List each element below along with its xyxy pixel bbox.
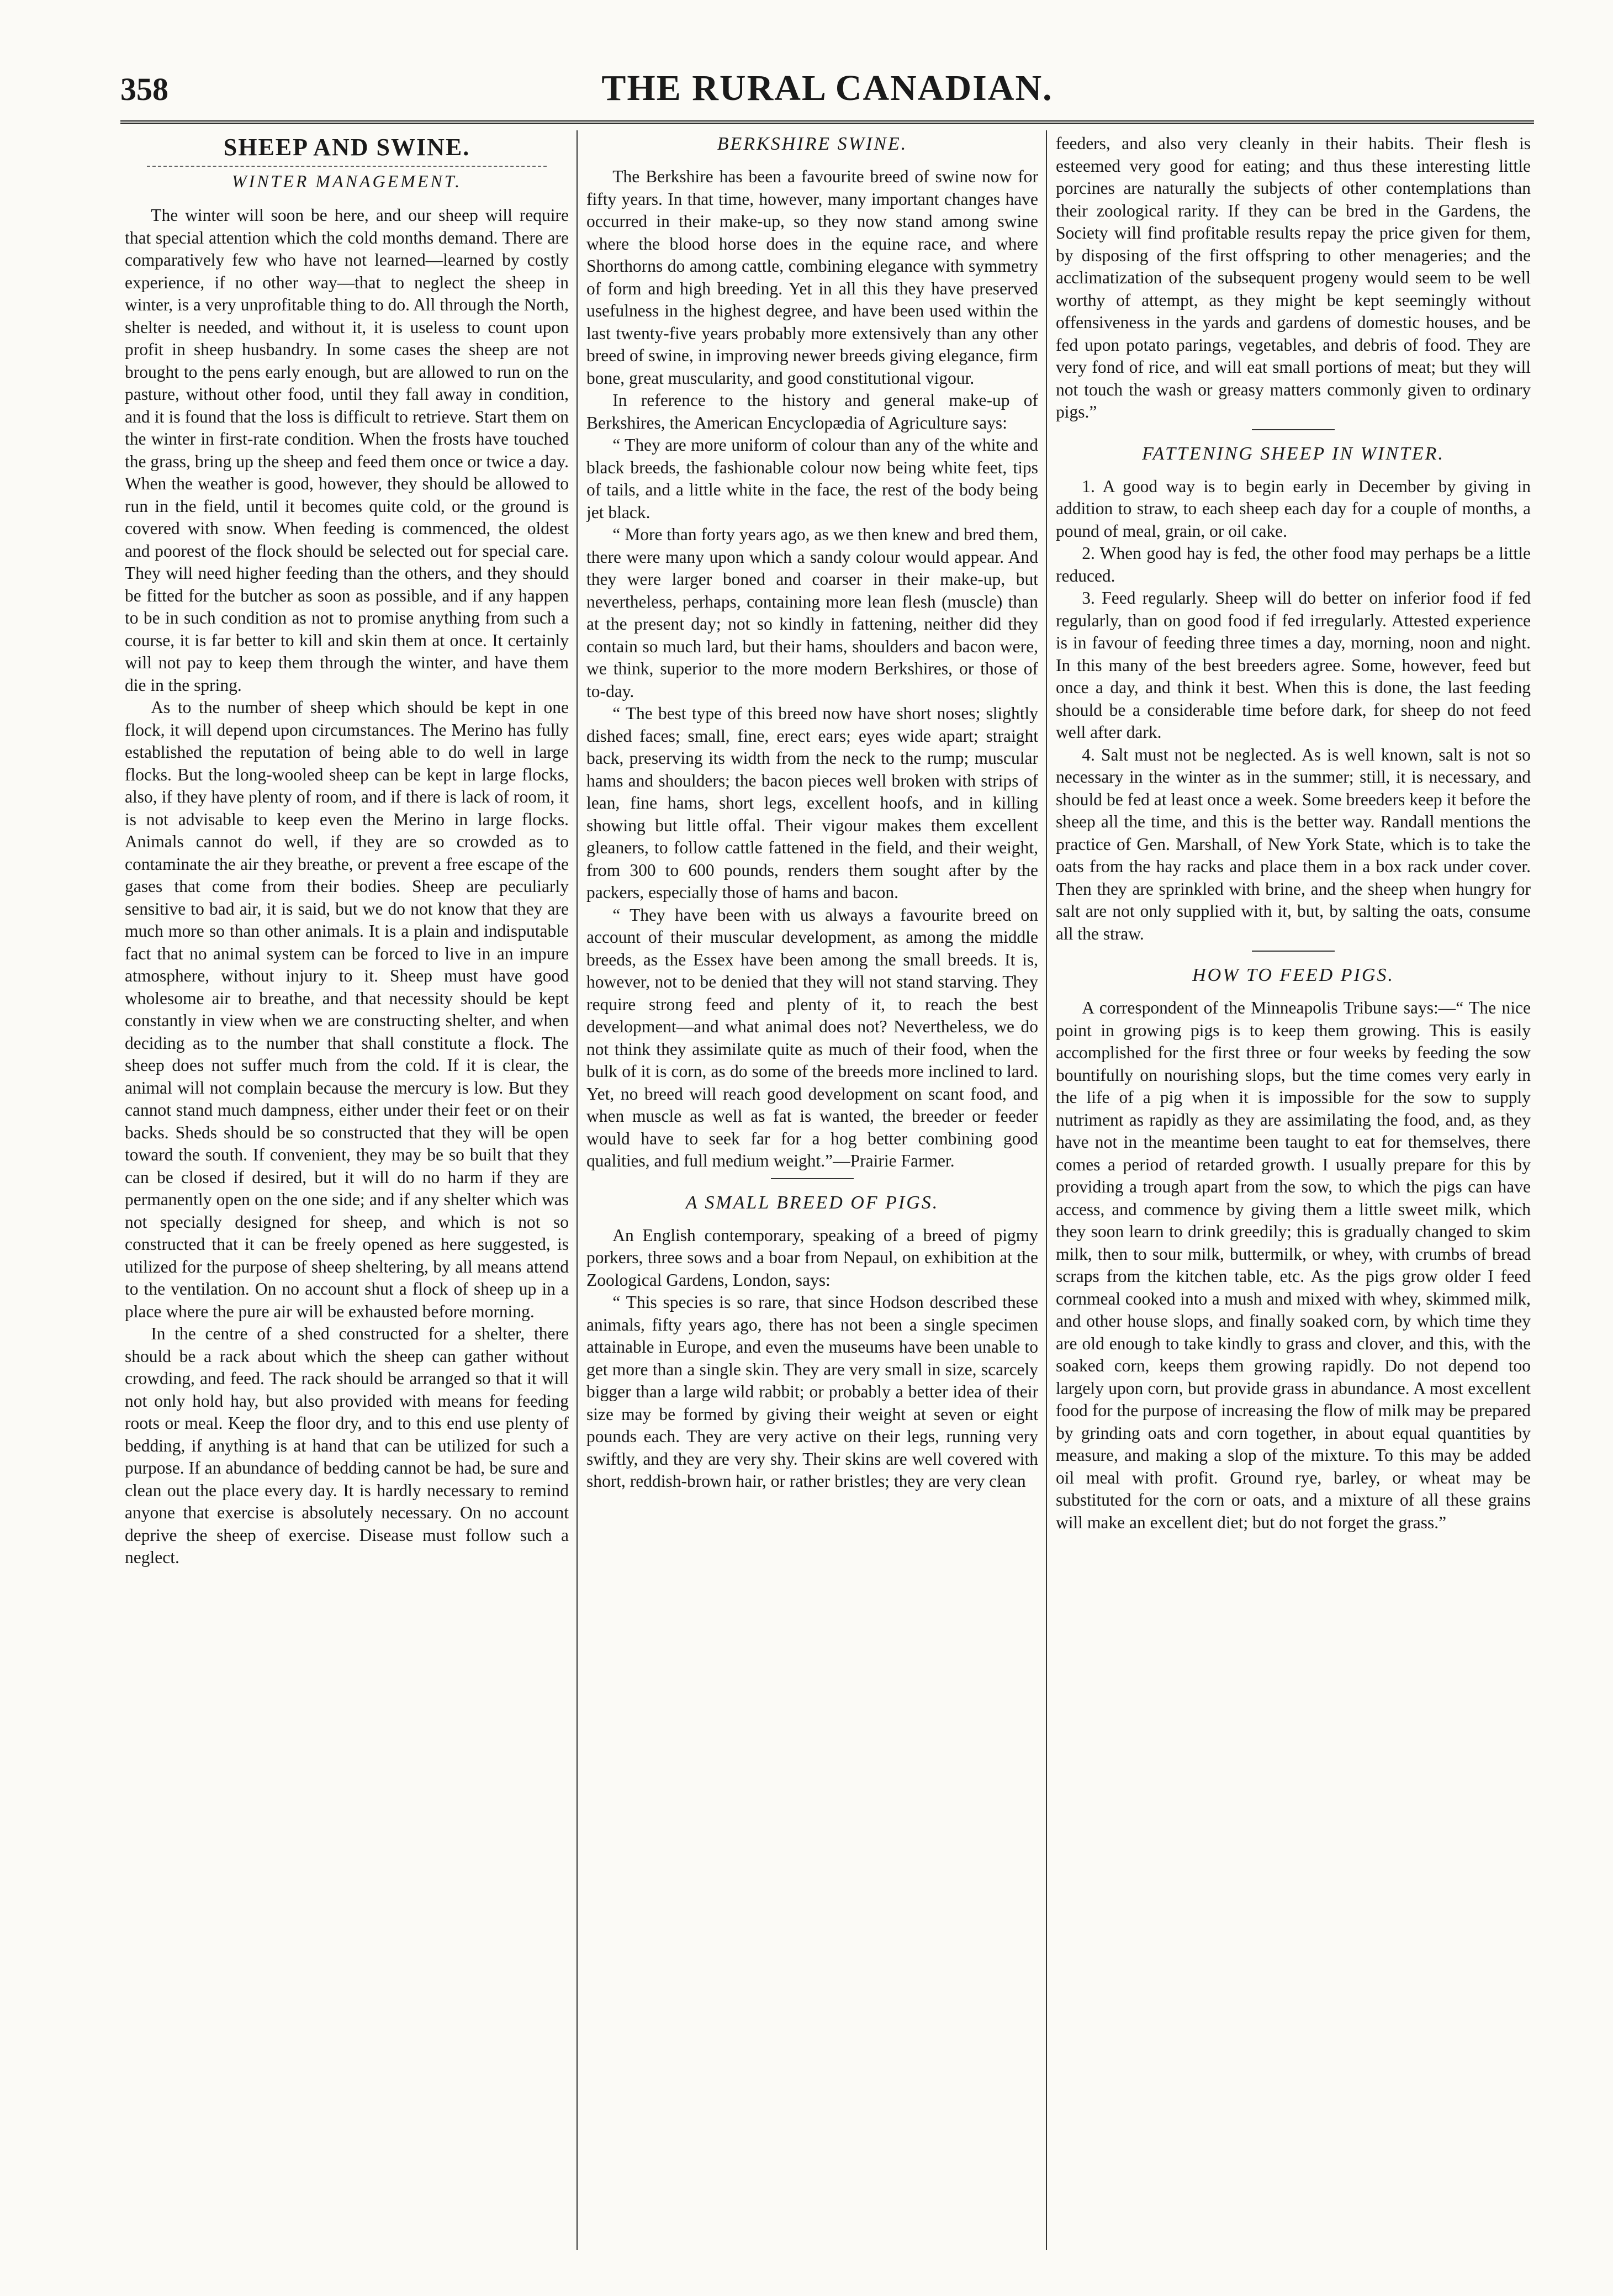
article-paragraph: As to the number of sheep which should be kept in one flock, it will depend upon circumstances. The Merino has fully established the reputation of being able to do well in large flocks. But the long-wooled sheep can be kept in large flocks, also, if they have plenty of room, and if there is lack of room, it is not advisable to keep even the Merino in large flocks. Animals cannot do well, if they are so crowded as to contaminate the air they breathe, or prevent a free escape of the gases that come from their bodies. Sheep are peculiarly sensitive to bad air, it is said, but we do not know that they are much more so than other animals. It is a plain and indisputable fact that no animal system can be forced to live in an impure atmosphere, without injury to it. Sheep must have good wholesome air to breathe, and that necessity should be kept constantly in view when we are constructing shelter, and when deciding as to the number that shall constitute a flock. The sheep does not suffer much from the cold. If it is clear, the animal will not complain because the mercury is low. But they cannot stand much dampness, either under their feet or on their backs. Sheds should be so constructed that they will be open toward the south. If convenient, they may be so built that they can be closed if desired, but it will do no harm if they are permanently open on the one side; and if any shelter which was not specially designed for sheep, and which is not so constructed that it can be freely opened as here suggested, is utilized for the purpose of sheep sheltering, by all means attend to the ventilation. On no account shut a flock of sheep up in a place where the pure air will be exhausted before morning. — [125, 698, 569, 1321]
article-paragraph: The Berkshire has been a favourite breed of swine now for fifty years. In that time, however, many important changes have occurred in their make-up, so they now stand among swine where the blood horse does in the equine race, and where Shorthorns do among cattle, combining elegance with symmetry of form and high breeding. Yet in all this they have preserved usefulness in the highest degree, and have been used within the last twenty-five years probably more extensively than any other breed of swine, in improving newer breeds giving elegance, firm bone, great muscularity, and good constitutional vigour. — [586, 167, 1038, 388]
article-paragraph: 2. When good hay is fed, the other food may perhaps be a little reduced. — [1056, 543, 1531, 585]
article-paragraph: “ This species is so rare, that since Hodson described these animals, fifty years ago, there has not been a single specimen attainable in Europe, and even the museums have been unable to get more than a single skin. They are very small in size, scarcely bigger than a large wild rabbit; or probably a better idea of their size may be formed by giving their weight at seven or eight pounds each. They are very active on their legs, running very swiftly, and they are very shy. Their skins are well covered with short, reddish-brown hair, or rather bristles; they are very clean — [586, 1292, 1038, 1491]
article-title: BERKSHIRE SWINE. — [717, 134, 908, 154]
column-divider — [577, 130, 578, 2250]
article-paragraph: A correspondent of the Minneapolis Tribune says:—“ The nice point in growing pigs is to keep them growing. This is easily accomplished for the first three or four weeks by feeding the sow bountifully on nourishing slops, but the time comes very early in the life of a pig when it is impossible for the sow to supply nutriment as rapidly as they are assimilating the food, and, as they have not in the meantime been taught to eat for themselves, there comes a period of retarded growth. I usually prepare for this by providing a trough apart from the sow, to which the pigs can have access, and commence by giving them a little sweet milk, which they soon learn to drink greedily; this is gradually changed to skim milk, then to sour milk, buttermilk, or whey, with crumbs of bread scraps from the kitchen table, etc. As the pigs grow older I feed cornmeal cooked into a mush and mixed with whey, skimmed milk, and other house slops, and finally soaked corn, by which time they are old enough to take kindly to grass and clover, and this, with the soaked corn, keeps them growing rapidly. Do not depend too largely upon corn, but provide grass in abundance. A most excellent food for the purpose of increasing the flow of milk may be prepared by grinding oats and corn together, in about equal quantities by measure, and making a slop of the mixture. To this may be added oil meal with profit. Ground rye, barley, or wheat may be substituted for the corn or oats, and a mixture of all these grains will make an excellent diet; but do not forget the grass.” — [1056, 998, 1531, 1532]
article-title: WINTER MANAGEMENT. — [231, 171, 462, 191]
column-1 — [125, 133, 569, 2263]
section-heading: SHEEP AND SWINE. — [223, 134, 470, 161]
article-separator — [1252, 951, 1335, 952]
page-number: 358 — [120, 71, 168, 107]
page-header — [120, 65, 1534, 120]
article-paragraph: “ They are more uniform of colour than any of the white and black breeds, the fashionable colour now being white feet, tips of tails, and a little white in the face, the rest of the body being jet black. — [586, 435, 1038, 522]
article-paragraph: 3. Feed regularly. Sheep will do better on inferior food if fed regularly, than on good food if fed irregularly. Attested experience is in favour of feeding three times a day, morning, noon and night. In this many of the best breeders agree. Some, however, feed but once a day, and think it best. When this is done, the last feeding should be a considerable time before dark, for sheep do not feed well after dark. — [1056, 588, 1531, 742]
article-paragraph: feeders, and also very cleanly in their habits. Their flesh is esteemed very good for eating; and thus these interesting little porcines are naturally the subjects of other contemplations than their zoological rarity. If they can be bred in the Gardens, the Society will find profitable results repay the price given for them, by disposing of the first offspring to other menageries; and the acclimatization of the subsequent progeny would seem to be well worthy of attempt, as they might be kept seemingly without offensiveness in the yards and gardens of domestic houses, and be fed upon potato parings, vegetables, and debris of food. They are very fond of rice, and will eat small portions of meat; but they will not touch the wash or greasy matters commonly given to ordinary pigs.” — [1056, 134, 1531, 421]
article-paragraph: “ More than forty years ago, as we then knew and bred them, there were many upon which a sandy colour would appear. And they were larger boned and coarser in their make-up, but nevertheless, perhaps, containing more lean flesh (muscle) than at the present day; not so kindly in fattening, neither did they contain so much lard, but their hams, shoulders and bacon were, we think, superior to the more modern Berkshires, or those of to-day. — [586, 525, 1038, 701]
article-title: HOW TO FEED PIGS. — [1192, 965, 1394, 985]
article-title: A SMALL BREED OF PIGS. — [685, 1192, 939, 1213]
column-3 — [1056, 133, 1531, 2263]
article-title: FATTENING SHEEP IN WINTER. — [1142, 443, 1445, 464]
article-paragraph: The winter will soon be here, and our sheep will require that special attention which the cold months demand. There are comparatively few who have not learned—learned by costly experience, if no other way—that to neglect the sheep in winter, is a very unprofitable thing to do. All through the North, shelter is needed, and without it, it is useless to count upon profit in sheep husbandry. In some cases the sheep are not brought to the pens early enough, but are allowed to run on the pasture, without other food, until they fall away in condition, and it is found that the loss is difficult to retrieve. Start them on the winter in first-rate condition. When the frosts have touched the grass, bring up the sheep and feed them once or twice a day. When the weather is good, however, they should be allowed to run in the field, until it becomes quite cold, or the ground is covered with snow. When feeding is commenced, the oldest and poorest of the flock should be selected out for special care. They will need higher feeding than the others, and they should be fitted for the butcher as soon as possible, and if any happen to be in such condition as not to promise anything from such a course, it is far better to kill and skin them at once. It certainly will not pay to keep them through the winter, and have them die in the spring. — [125, 205, 569, 695]
article-paragraph: An English contemporary, speaking of a breed of pigmy porkers, three sows and a boar from Nepaul, on exhibition at the Zoological Gardens, London, says: — [586, 1225, 1038, 1290]
article-paragraph: In reference to the history and general make-up of Berkshires, the American Encyclopædia of Agriculture says: — [586, 390, 1038, 432]
article-paragraph: “ They have been with us always a favourite breed on account of their muscular development, as among the middle breeds, as the Essex have been among the small breeds. It is, however, not to be denied that they will not stand starving. They require strong feed and plenty of it, to reach the best development—and what animal does not? Nevertheless, we do not think they assimilate quite as much of their food, when the bulk of it is corn, as do some of the breeds more inclined to lard. Yet, no breed will reach good development on scant food, and when muscle as well as fat is wanted, the breeder or feeder would have to seek far for a hog better combining good qualities, and full medium weight.”—Prairie Farmer. — [586, 905, 1038, 1170]
article-separator — [771, 1178, 854, 1179]
article-paragraph: In the centre of a shed constructed for a shelter, there should be a rack about which the sheep can gather without crowding, and feed. The rack should be arranged so that it will not only hold hay, but also provided with means for feeding roots or meal. Keep the floor dry, and to this end use plenty of bedding, if anything is at hand that can be utilized for such a purpose. If an abundance of bedding cannot be had, be sure and clean out the place every day. It is hardly necessary to remind anyone that exercise is absolutely necessary. On no account deprive the sheep of exercise. Disease must follow such a neglect. — [125, 1324, 569, 1567]
column-divider — [1046, 130, 1047, 2250]
section-rule — [147, 166, 547, 167]
masthead: THE RURAL CANADIAN. — [601, 68, 1053, 108]
column-2 — [586, 133, 1038, 2263]
article-separator — [1252, 429, 1335, 430]
header-rule — [120, 120, 1534, 127]
article-paragraph: 4. Salt must not be neglected. As is well known, salt is not so necessary in the winter as in the summer; still, it is necessary, and should be fed at least once a week. Some breeders keep it before the sheep all the time, and this is the better way. Randall mentions the practice of Gen. Marshall, of New York State, which is to take the oats from the hay racks and place them in a box rack under cover. Then they are sprinkled with brine, and the sheep when hungry for salt are not only supplied with it, but, by salting the oats, consume all the straw. — [1056, 745, 1531, 943]
article-paragraph: 1. A good way is to begin early in December by giving in addition to straw, to each sheep each day for a couple of months, a pound of meal, grain, or oil cake. — [1056, 476, 1531, 541]
article-paragraph: “ The best type of this breed now have short noses; slightly dished faces; small, fine, erect ears; eyes wide apart; straight back, preserving its width from the neck to the rump; muscular hams and shoulders; the bacon pieces well broken with strips of lean, fine hams, short legs, excellent hoofs, and in killing showing but little offal. Their vigour makes them excellent gleaners, to follow cattle fattened in the field, and their weight, from 300 to 600 pounds, renders them sought after by the packers, especially those of hams and bacon. — [586, 704, 1038, 902]
